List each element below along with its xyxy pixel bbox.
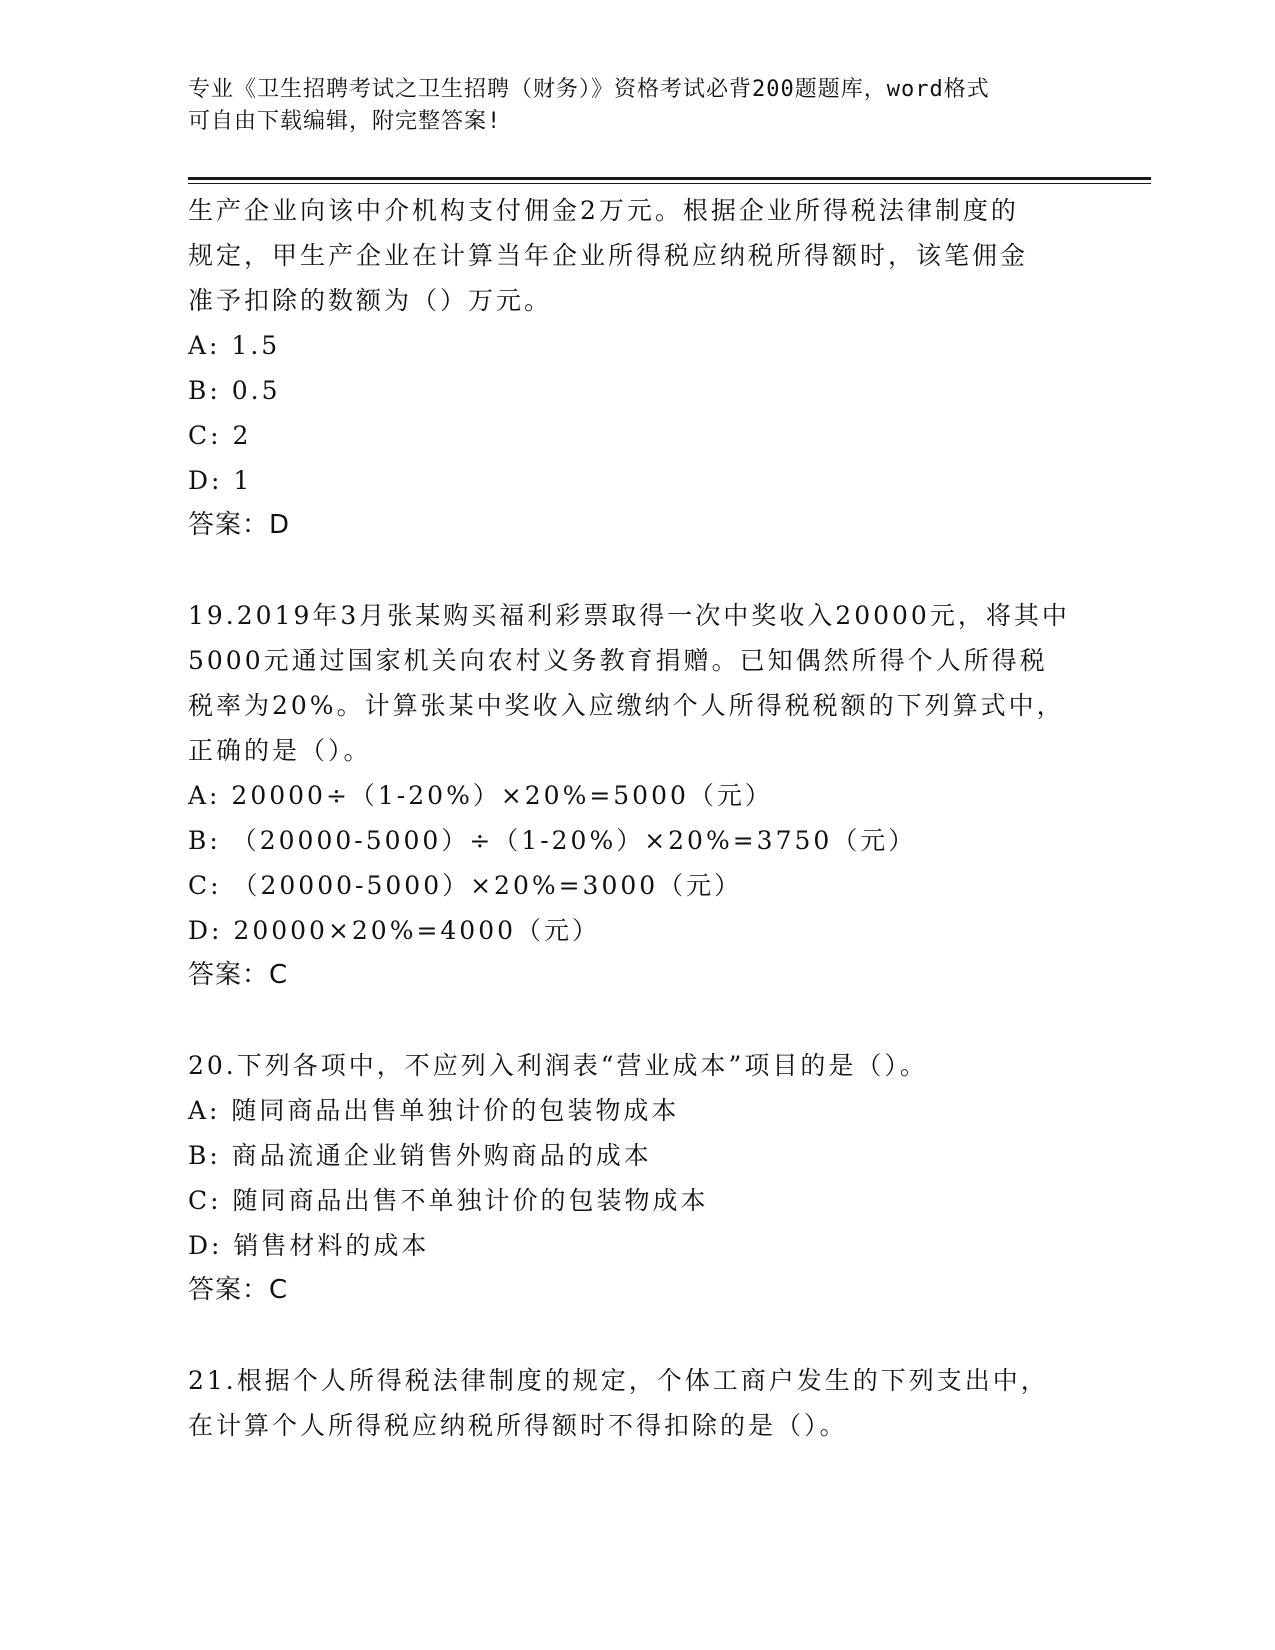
option-d: D: 销售材料的成本 <box>188 1231 430 1260</box>
option-d: D: 20000×20%=4000（元） <box>188 916 601 945</box>
question-stem-line: 准予扣除的数额为（）万元。 <box>188 286 553 315</box>
question-stem-line: 21.根据个人所得税法律制度的规定，个体工商户发生的下列支出中， <box>188 1366 1049 1395</box>
question-stem-line: 20.下列各项中，不应列入利润表“营业成本”项目的是（）。 <box>188 1051 928 1080</box>
option-c: C: （20000-5000）×20%=3000（元） <box>188 871 743 900</box>
spacer <box>188 1313 1088 1358</box>
question-19 <box>188 593 1088 998</box>
question-21 <box>188 1358 1088 1448</box>
question-list <box>188 188 1088 1448</box>
answer-line: 答案：C <box>188 960 289 990</box>
question-stem-line: 生产企业向该中介机构支付佣金2万元。根据企业所得税法律制度的 <box>188 196 1019 225</box>
header-line-2: 可自由下载编辑，附完整答案! <box>188 109 502 134</box>
question-stem-line: 在计算个人所得税应纳税所得额时不得扣除的是（）。 <box>188 1411 848 1440</box>
option-b: B: 0.5 <box>188 376 281 405</box>
option-a: A: 1.5 <box>188 331 281 360</box>
question-stem-line: 19.2019年3月张某购买福利彩票取得一次中奖收入20000元，将其中 <box>188 601 1070 630</box>
question-stem-line: 规定，甲生产企业在计算当年企业所得税应纳税所得额时，该笔佣金 <box>188 241 1029 270</box>
question-stem-line: 税率为20%。计算张某中奖收入应缴纳个人所得税税额的下列算式中， <box>188 691 1065 720</box>
document-header <box>188 74 1068 138</box>
answer-line: 答案：C <box>188 1275 289 1305</box>
option-a: A: 随同商品出售单独计价的包装物成本 <box>188 1096 680 1125</box>
spacer <box>188 998 1088 1043</box>
option-d: D: 1 <box>188 466 253 495</box>
question-18 <box>188 188 1088 548</box>
header-line-1: 专业《卫生招聘考试之卫生招聘（财务）》资格考试必背200题题库，word格式 <box>188 77 990 102</box>
header-rule-thin <box>188 183 1151 184</box>
spacer <box>188 548 1088 593</box>
option-c: C: 2 <box>188 421 252 450</box>
question-20 <box>188 1043 1088 1313</box>
answer-line: 答案：D <box>188 510 291 540</box>
option-a: A: 20000÷（1-20%）×20%=5000（元） <box>188 781 773 810</box>
header-rule-thick <box>188 177 1151 180</box>
question-stem-line: 5000元通过国家机关向农村义务教育捐赠。已知偶然所得个人所得税 <box>188 646 1048 675</box>
question-stem-line: 正确的是（）。 <box>188 736 372 765</box>
option-b: B: 商品流通企业销售外购商品的成本 <box>188 1141 652 1170</box>
option-b: B: （20000-5000）÷（1-20%）×20%=3750（元） <box>188 826 917 855</box>
option-c: C: 随同商品出售不单独计价的包装物成本 <box>188 1186 709 1215</box>
